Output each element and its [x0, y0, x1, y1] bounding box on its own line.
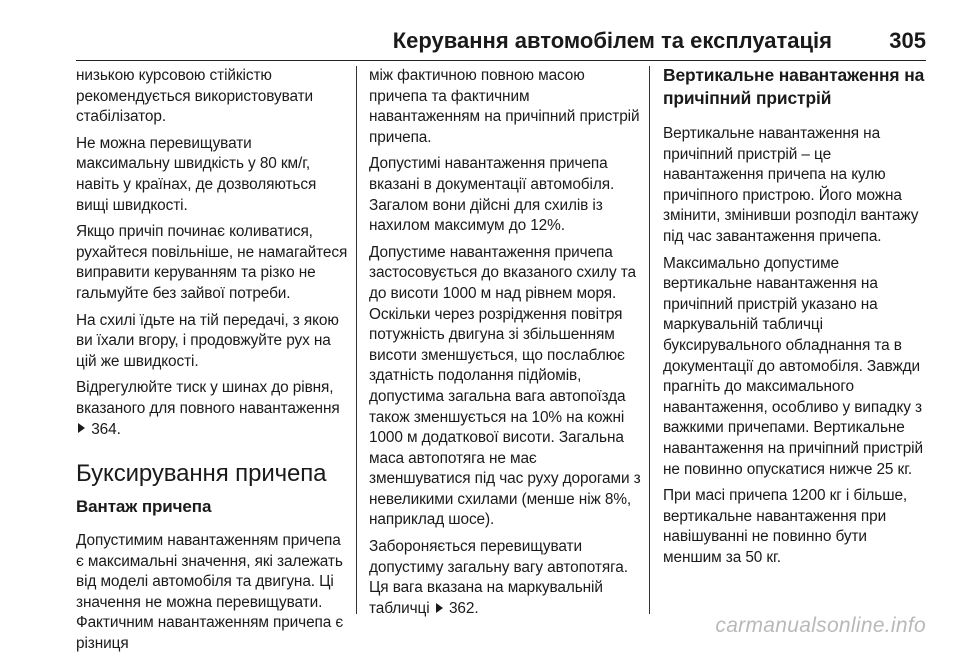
paragraph-with-ref — [369, 537, 641, 619]
page-reference-link[interactable]: 362. — [448, 599, 479, 617]
page-reference-link[interactable]: 364. — [91, 420, 121, 438]
watermark: carmanualsonline.info — [715, 614, 926, 637]
paragraph: Допустимі навантаження причепа вказані в документації автомобіля. Загалом вони дійсні для схилів із нахилом максимум до 12%. — [369, 155, 615, 235]
section-heading-trailer-towing: Буксирування причепа — [76, 460, 327, 488]
header-divider — [76, 60, 926, 61]
paragraph: Вертикальне навантаження на причіпний пристрій – це навантаження причепа на кулю причіпного пристрою. Його можна змінити, змінивши розподіл вантажу під час завантаження причепа. — [663, 125, 919, 245]
paragraph: Допустимим навантаженням причепа є максимальні значення, які залежать від моделі автомобіля та двигуна. Ці значення не можна перевищувати. Фактичним навантаженням причепа є різниця — [76, 532, 344, 653]
subsection-heading-trailer-load: Вантаж причепа — [76, 497, 212, 517]
paragraph-text: Забороняється перевищувати допустиму загальну вагу автопотяга. Ця вага вказана на маркувальній табличці — [369, 538, 628, 617]
paragraph: між фактичною повною масою причепа та фактичним навантаженням на причіпний пристрій причепа. — [369, 67, 640, 146]
paragraph: Якщо причіп починає коливатися, рухайтеся повільніше, не намагайтеся виправити керуванням та різко не гальмуйте без зайвої потреби. — [76, 223, 348, 302]
page-number: 305 — [889, 28, 926, 53]
paragraph: Не можна перевищувати максимальну швидкість у 80 км/г, навіть у країнах, де дозволяються вищі швидкості. — [76, 134, 317, 214]
section-heading-vertical-load: Вертикальне навантаження на причіпний пристрій — [663, 65, 925, 108]
paragraph-text: Відрегулюйте тиск у шинах до рівня, вказаного для повного навантаження — [76, 379, 340, 417]
paragraph: Допустиме навантаження причепа застосовується до вказаного схилу та до висоти 1000 м над рівнем моря. Оскільки через розрідження повітря потужність двигуна зі збільшенням висоти зменшується, що послаблює здатність подолання підйомів, допустима загальна вага автопоїзда також зменшується на 10% на кожні 1000 м додаткової висоти. Загальна маса автопотяга не має зменшуватися під час руху дорогами з невеликими схилами (менше ніж 8%, наприклад шосе). — [369, 243, 641, 529]
paragraph: Максимально допустиме вертикальне навантаження на причіпний пристрій указано на маркувальній табличці буксирувального обладнання та в документації до автомобіля. Завжди прагніть до максимального навантаження, особливо у випадку з важкими причепами. Вертикальне навантаження на причіпний пристрій не повинно опускатися нижче 25 кг. — [663, 254, 923, 478]
paragraph: При масі причепа 1200 кг і більше, вертикальне навантаження при навішуванні не повинно бути меншим за 50 кг. — [663, 487, 908, 566]
column-left — [76, 66, 348, 661]
paragraph-with-ref — [76, 378, 348, 440]
page-title: Керування автомобілем та експлуатація — [392, 28, 832, 53]
page-reference-arrow-icon — [436, 603, 443, 613]
column-right — [663, 66, 927, 574]
paragraph: низькою курсовою стійкістю рекомендується використовувати стабілізатор. — [76, 67, 314, 126]
page-header — [0, 0, 960, 56]
page-reference-arrow-icon — [78, 423, 85, 433]
paragraph: На схилі їдьте на тій передачі, з якою ви їхали вгору, і продовжуйте рух на цій же швидкості. — [76, 311, 339, 370]
column-divider-1 — [356, 66, 357, 614]
column-middle — [369, 66, 641, 625]
column-divider-2 — [649, 66, 650, 614]
